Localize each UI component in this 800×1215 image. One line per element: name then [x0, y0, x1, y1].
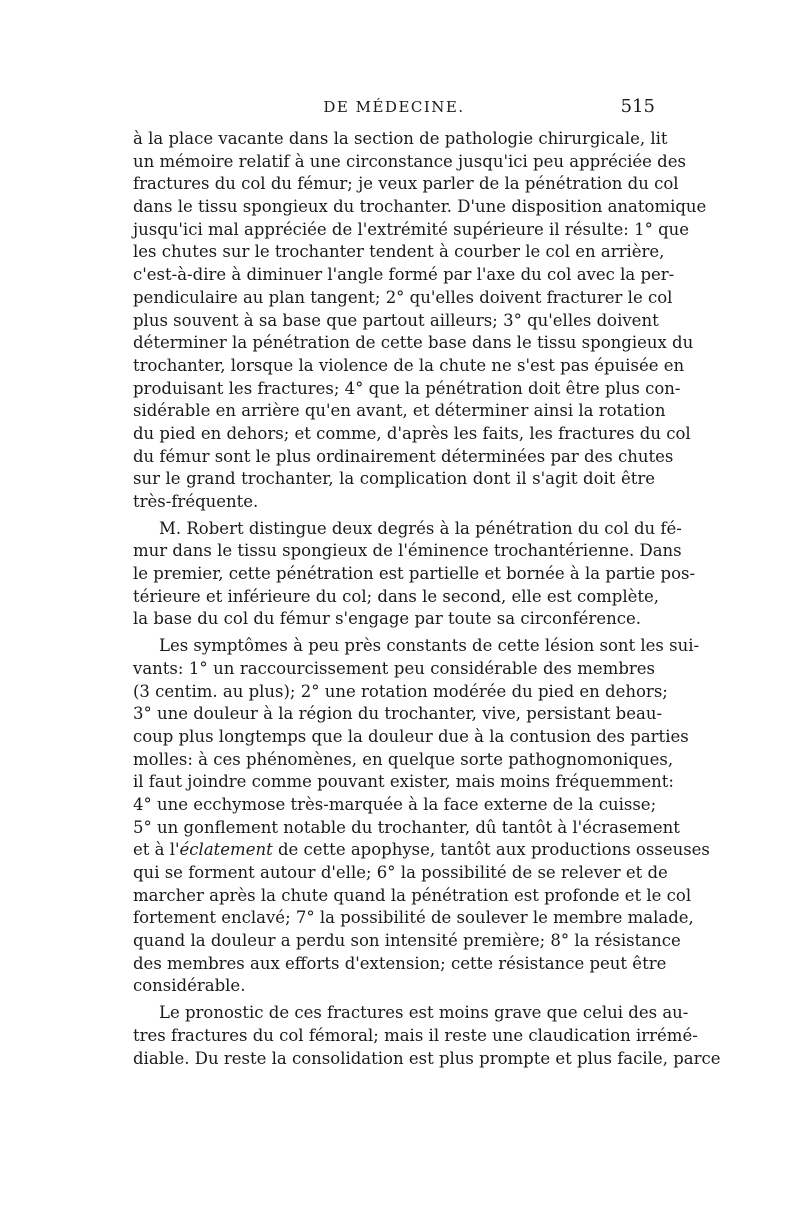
text-line: 5° un gonflement notable du trochanter, dû tantôt à l'écrasement — [133, 817, 680, 837]
text-line: fractures du col du fémur; je veux parler de la pénétration du col — [133, 174, 679, 194]
text-line: du pied en dehors; et comme, d'après les faits, les fractures du col — [133, 423, 691, 443]
text-line: produisant les fractures; 4° que la pénétration doit être plus con- — [133, 378, 681, 398]
text-line: Les symptômes à peu près constants de cette lésion sont les sui- — [159, 636, 700, 656]
text-line: très-fréquente. — [133, 492, 259, 511]
text-line: des membres aux efforts d'extension; cette résistance peut être — [133, 953, 667, 973]
text-line: 4° une ecchymose très-marquée à la face externe de la cuisse; — [133, 794, 657, 814]
text-line: marcher après la chute quand la pénétration est profonde et le col — [133, 885, 692, 905]
text-line: trochanter, lorsque la violence de la chute ne s'est pas épuisée en — [133, 355, 685, 375]
text-line: diable. Du reste la consolidation est plus prompte et plus facile, parce — [133, 1048, 721, 1068]
text-line: pendiculaire au plan tangent; 2° qu'elles doivent fracturer le col — [133, 287, 673, 307]
paragraph-1 — [133, 128, 707, 514]
text-line: à la place vacante dans la section de pathologie chirurgicale, lit — [133, 129, 668, 148]
text-line: Le pronostic de ces fractures est moins grave que celui des au- — [159, 1003, 689, 1023]
text-line: la base du col du fémur s'engage par toute sa circonférence. — [133, 609, 641, 629]
text-line: dans le tissu spongieux du trochanter. D'une disposition anatomique — [133, 197, 707, 217]
text-fragment: et à l' — [133, 840, 180, 860]
italic-term: éclatement — [179, 840, 273, 860]
text-line: M. Robert distingue deux degrés à la pénétration du col du fé- — [159, 518, 682, 538]
text-line: qui se forment autour d'elle; 6° la possibilité de se relever et de — [133, 863, 668, 882]
text-line: du fémur sont le plus ordinairement déterminées par des chutes — [133, 446, 674, 466]
text-line: 3° une douleur à la région du trochanter, vive, persistant beau- — [133, 704, 663, 724]
text-line: plus souvent à sa base que partout ailleurs; 3° qu'elles doivent — [133, 310, 659, 330]
paragraph-4 — [133, 1002, 721, 1070]
paragraph-3 — [133, 635, 710, 998]
text-line: jusqu'ici mal appréciée de l'extrémité supérieure il résulte: 1° que — [133, 219, 690, 239]
text-fragment: de cette apophyse, tantôt aux productions osseuses — [272, 840, 710, 860]
text-line: fortement enclavé; 7° la possibilité de soulever le membre malade, — [133, 908, 694, 928]
text-line: (3 centim. au plus); 2° une rotation modérée du pied en dehors; — [133, 681, 668, 701]
page-number: 515 — [620, 96, 655, 117]
running-head — [133, 98, 655, 124]
text-line: considérable. — [133, 976, 246, 996]
body-text — [133, 128, 721, 1070]
text-line: térieure et inférieure du col; dans le second, elle est complète, — [133, 586, 660, 606]
text-line: molles: à ces phénomènes, en quelque sorte pathognomoniques, — [133, 749, 674, 769]
text-line: quand la douleur a perdu son intensité première; 8° la résistance — [133, 931, 681, 951]
paragraph-2 — [133, 518, 696, 631]
text-line: déterminer la pénétration de cette base dans le tissu spongieux du — [133, 333, 694, 353]
text-line: le premier, cette pénétration est partielle et bornée à la partie pos- — [133, 564, 696, 584]
text-line: coup plus longtemps que la douleur due à la contusion des parties — [133, 726, 689, 746]
running-title: DE MÉDECINE. — [323, 98, 465, 116]
text-line: c'est-à-dire à diminuer l'angle formé par l'axe du col avec la per- — [133, 265, 675, 285]
text-line: un mémoire relatif à une circonstance jusqu'ici peu appréciée des — [133, 151, 686, 171]
text-line — [133, 839, 710, 862]
text-line: tres fractures du col fémoral; mais il reste une claudication irrémé- — [133, 1025, 698, 1045]
text-line: les chutes sur le trochanter tendent à courber le col en arrière, — [133, 242, 665, 262]
text-line: il faut joindre comme pouvant exister, mais moins fréquemment: — [133, 772, 674, 792]
text-line: mur dans le tissu spongieux de l'éminence trochantérienne. Dans — [133, 541, 682, 561]
text-line: sidérable en arrière qu'en avant, et déterminer ainsi la rotation — [133, 401, 666, 421]
text-line: sur le grand trochanter, la complication dont il s'agit doit être — [133, 469, 655, 489]
text-line: vants: 1° un raccourcissement peu considérable des membres — [133, 658, 655, 678]
